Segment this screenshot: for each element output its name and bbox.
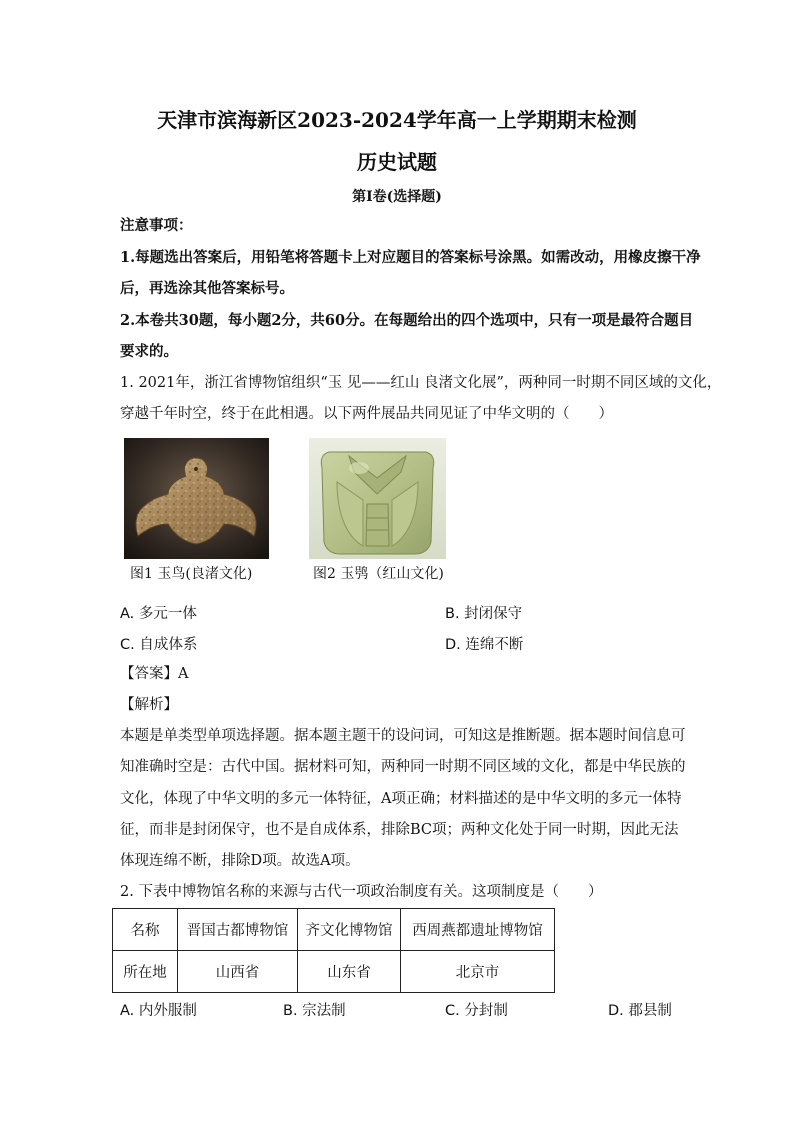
q1-answer: 【答案】A [120,666,189,682]
q1-option-a[interactable]: A. 多元一体 [120,606,197,622]
q2-option-d[interactable]: D. 郡县制 [608,1003,672,1019]
jade-bird-image [124,438,269,559]
table-cell: 山西省 [178,951,298,993]
table-cell: 名称 [113,909,178,951]
jade-owl-image [309,438,446,559]
table-cell: 北京市 [401,951,555,993]
q1-analysis-heading: 【解析】 [120,697,178,713]
q2-option-b[interactable]: B. 宗法制 [283,1003,346,1019]
q1-analysis-line-3: 文化，体现了中华文明的多元一体特征，A项正确；材料描述的是中华文明的多元一体特 [120,791,682,807]
q1-option-b[interactable]: B. 封闭保守 [445,606,523,622]
figure-1-caption: 图1 玉鸟(良渚文化) [130,566,253,582]
q2-option-c[interactable]: C. 分封制 [445,1003,508,1019]
notes-heading: 注意事项： [120,217,193,234]
q1-stem-line-1: 1. 2021年，浙江省博物馆组织“玉 见——红山 良渚文化展”，两种同一时期不同区域的文化， [120,375,722,391]
q1-analysis-line-4: 征，而非是封闭保守，也不是自成体系，排除BC项；两种文化处于同一时期，因此无法 [120,822,679,838]
table-cell: 齐文化博物馆 [298,909,401,951]
notes-line-3: 2.本卷共30题，每小题2分，共60分。在每题给出的四个选项中，只有一项是最符合题目 [120,312,694,329]
q1-stem-line-2: 穿越千年时空，终于在此相遇。以下两件展品共同见证了中华文明的（ ） [120,406,613,422]
museum-table [112,908,555,993]
notes-line-1: 1.每题选出答案后，用铅笔将答题卡上对应题目的答案标号涂黑。如需改动，用橡皮擦干净 [120,249,701,266]
notes-line-4: 要求的。 [120,343,178,360]
figure-2-caption: 图2 玉鸮（红山文化) [313,566,444,582]
table-cell: 西周燕都遗址博物馆 [401,909,555,951]
table-cell: 山东省 [298,951,401,993]
table-cell: 所在地 [113,951,178,993]
table-row [113,909,555,951]
q2-stem: 2. 下表中博物馆名称的来源与古代一项政治制度有关。这项制度是（ ） [120,884,603,900]
table-row [113,951,555,993]
document-title: 天津市滨海新区2023-2024学年高一上学期期末检测 [157,108,637,132]
q2-option-a[interactable]: A. 内外服制 [120,1003,197,1019]
q1-analysis-line-2: 知准确时空是：古代中国。据材料可知，两种同一时期不同区域的文化，都是中华民族的 [120,759,686,775]
q1-option-c[interactable]: C. 自成体系 [120,637,198,653]
q1-analysis-line-5: 体现连绵不断，排除D项。故选A项。 [120,853,360,869]
notes-line-2: 后，再选涂其他答案标号。 [120,280,294,297]
table-cell: 晋国古都博物馆 [178,909,298,951]
volume-title: 第Ⅰ卷(选择题) [352,189,442,205]
q1-analysis-line-1: 本题是单类型单项选择题。据本题主题干的设问词，可知这是推断题。据本题时间信息可 [120,728,686,744]
subject-title: 历史试题 [357,150,437,174]
q1-option-d[interactable]: D. 连绵不断 [445,637,524,653]
